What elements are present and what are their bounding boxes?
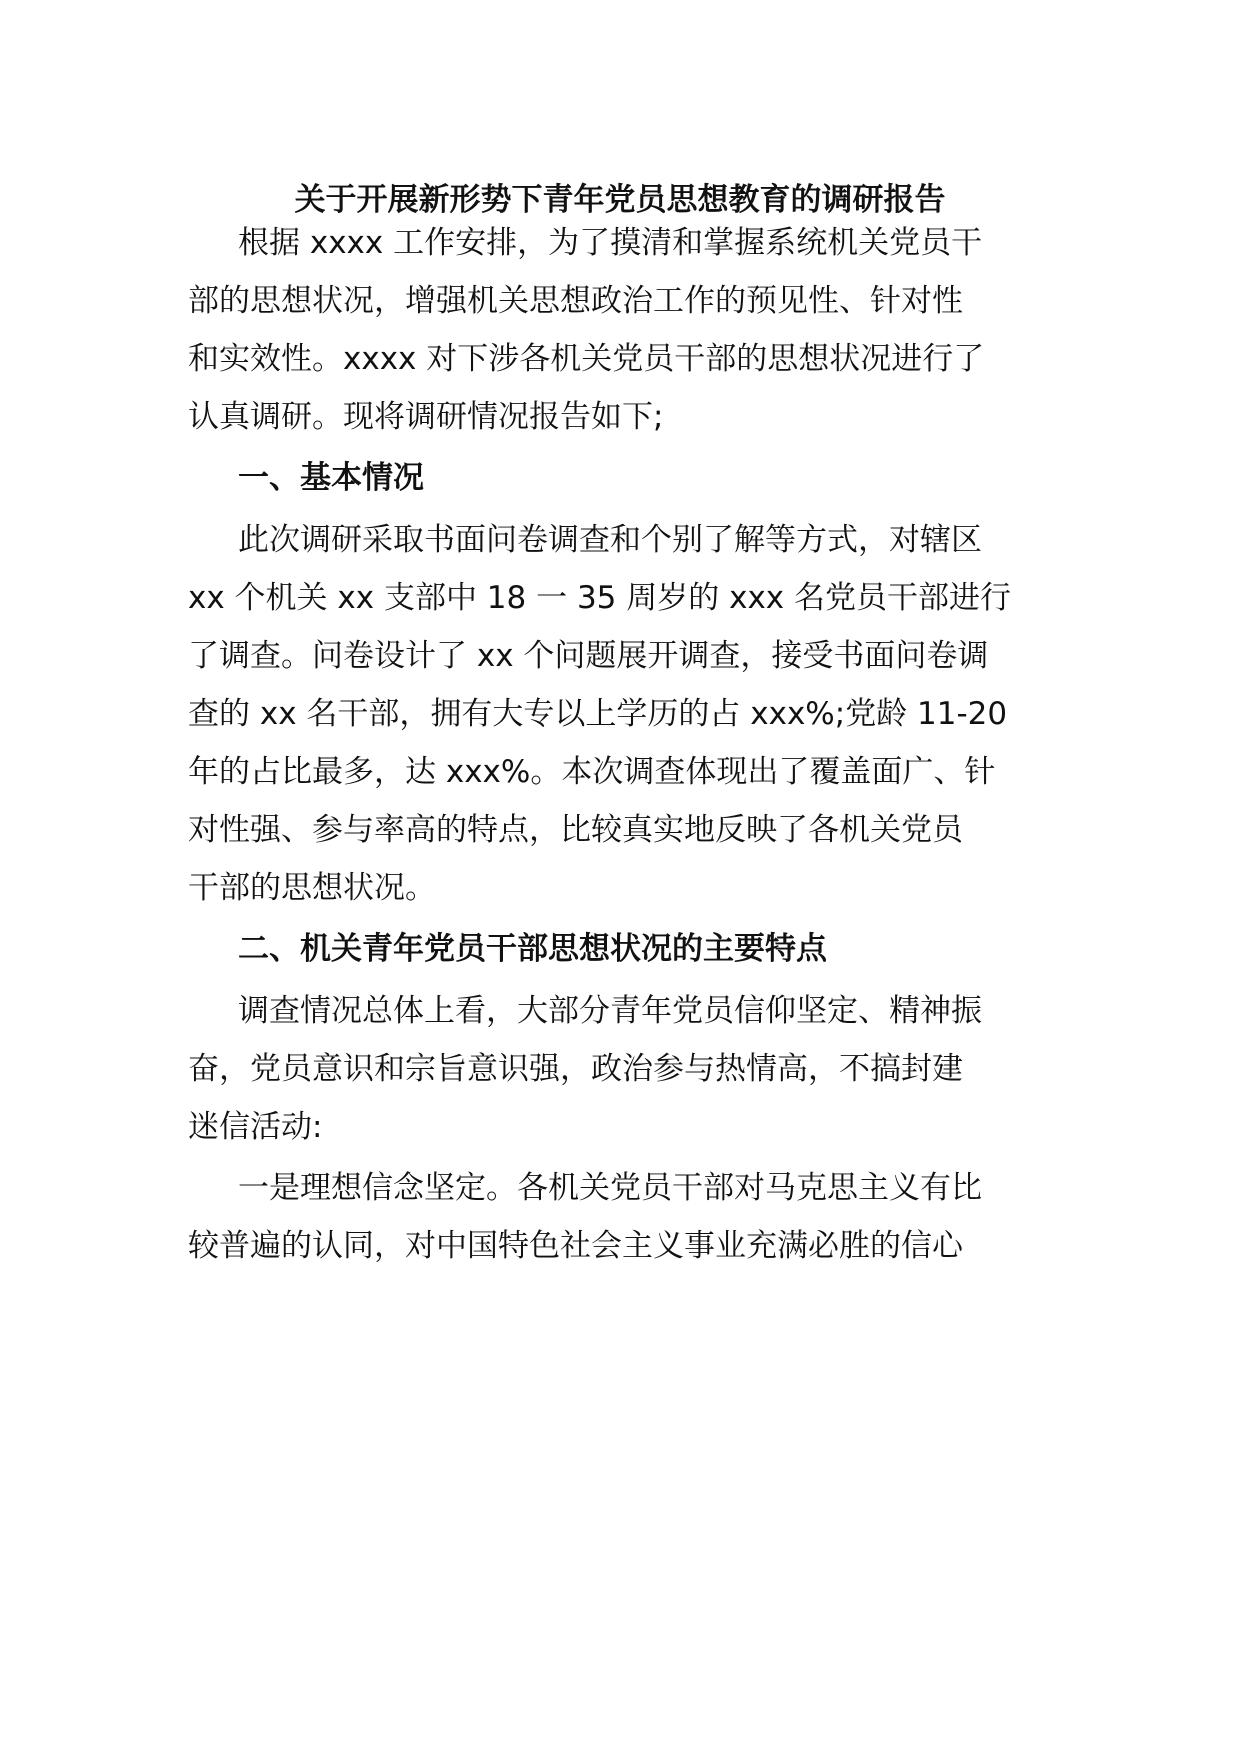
paragraph-line: 迷信活动: bbox=[188, 1109, 323, 1145]
document-title: 关于开展新形势下青年党员思想教育的调研报告 bbox=[294, 182, 946, 218]
paragraph-line: 查的 xx 名干部，拥有大专以上学历的占 xxx%;党龄 11-20 bbox=[188, 696, 1008, 732]
paragraph-line: 奋，党员意识和宗旨意识强，政治参与热情高，不搞封建 bbox=[188, 1051, 963, 1087]
paragraph-line: 一是理想信念坚定。各机关党员干部对马克思主义有比 bbox=[238, 1170, 982, 1206]
paragraph-line: 和实效性。xxxx 对下涉各机关党员干部的思想状况进行了 bbox=[188, 341, 985, 377]
paragraph-line: 此次调研采取书面问卷调查和个别了解等方式，对辖区 bbox=[238, 522, 982, 558]
paragraph-line: 认真调研。现将调研情况报告如下; bbox=[188, 399, 664, 435]
paragraph-line: 较普遍的认同，对中国特色社会主义事业充满必胜的信心 bbox=[188, 1228, 963, 1264]
paragraph-line: 了调查。问卷设计了 xx 个问题展开调查，接受书面问卷调 bbox=[188, 638, 989, 674]
paragraph-line: 对性强、参与率高的特点，比较真实地反映了各机关党员 bbox=[188, 812, 963, 848]
paragraph-line: 调查情况总体上看，大部分青年党员信仰坚定、精神振 bbox=[238, 993, 982, 1029]
paragraph-line: 年的占比最多，达 xxx%。本次调查体现出了覆盖面广、针 bbox=[188, 754, 996, 790]
paragraph-line: 部的思想状况，增强机关思想政治工作的预见性、针对性 bbox=[188, 283, 963, 319]
paragraph-line: 干部的思想状况。 bbox=[188, 870, 436, 906]
paragraph-line: xx 个机关 xx 支部中 18 一 35 周岁的 xxx 名党员干部进行 bbox=[188, 580, 1011, 616]
section-heading-1: 一、基本情况 bbox=[238, 460, 424, 496]
paragraph-line: 根据 xxxx 工作安排，为了摸清和掌握系统机关党员干 bbox=[238, 225, 983, 261]
section-heading-2: 二、机关青年党员干部思想状况的主要特点 bbox=[238, 931, 827, 967]
